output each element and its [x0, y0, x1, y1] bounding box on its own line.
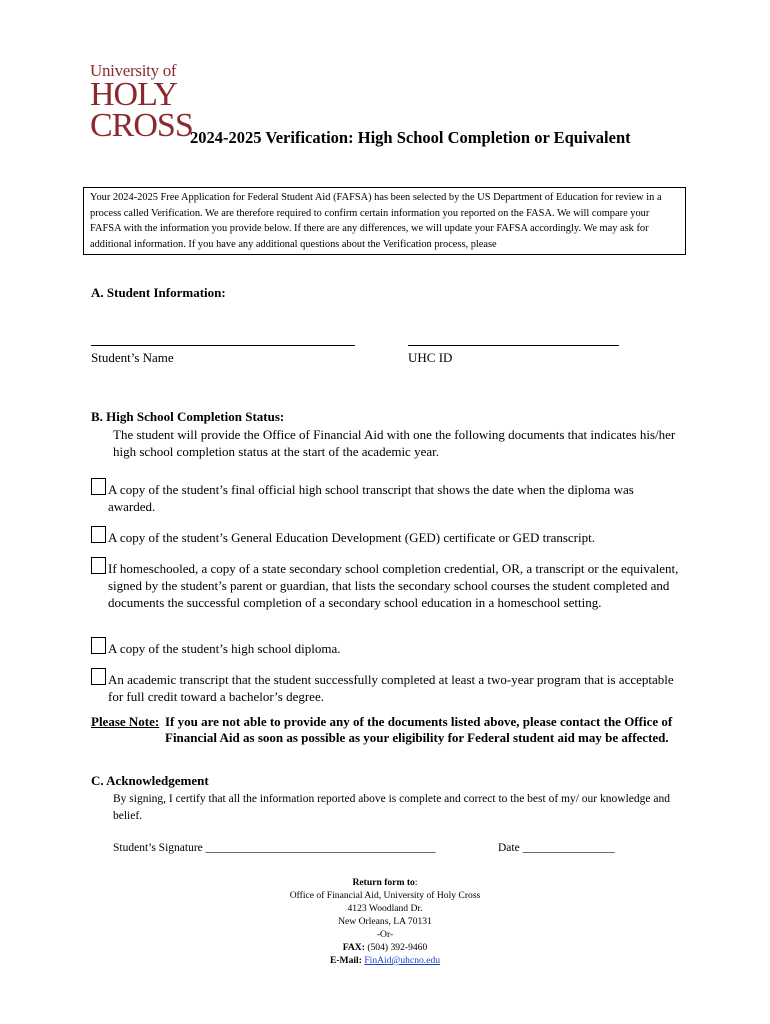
section-a-heading: A. Student Information:	[91, 285, 226, 300]
email-label: E-Mail:	[329, 955, 362, 966]
option-label: An academic transcript that the student successfully completed at least a two-year program that is acceptable for full credit toward a bachelor’s degree.	[108, 672, 674, 704]
option-label: A copy of the student’s General Education Development (GED) certificate or GED transcript.	[108, 530, 595, 545]
email-link[interactable]: FinAid@uhcno.edu	[364, 955, 441, 966]
return-address	[0, 876, 770, 967]
checkbox[interactable]	[91, 668, 106, 685]
return-office: Office of Financial Aid, University of Holy Cross	[289, 890, 481, 901]
uhc-id-line[interactable]	[408, 345, 619, 346]
section-b-heading: B. High School Completion Status:	[91, 409, 285, 424]
section-c-heading: C. Acknowledgement	[91, 773, 209, 788]
option-transcript	[91, 481, 681, 515]
option-label: A copy of the student’s high school diploma.	[108, 641, 341, 656]
signature-field[interactable]: Student’s Signature ________________________________________	[113, 842, 436, 854]
checkbox[interactable]	[91, 526, 106, 543]
return-or: -Or-	[376, 929, 394, 940]
please-note	[91, 714, 681, 746]
option-label: A copy of the student’s final official high school transcript that shows the date when the diploma was awarded.	[108, 482, 634, 514]
logo-line-2: HOLY	[90, 76, 178, 113]
checkbox[interactable]	[91, 637, 106, 654]
return-street: 4123 Woodland Dr.	[347, 903, 423, 914]
note-label: Please Note:	[91, 714, 160, 729]
option-diploma	[91, 640, 681, 657]
return-colon: :	[414, 877, 418, 888]
option-academic-transcript	[91, 671, 681, 705]
checkbox[interactable]	[91, 478, 106, 495]
section-b-description: The student will provide the Office of Financial Aid with one the following documents that indicates his/her high school completion status at the start of the academic year.	[113, 427, 676, 459]
acknowledgement-text: By signing, I certify that all the information reported above is complete and correct to the best of my/ our knowledge and belief.	[113, 793, 670, 822]
uhc-id-caption: UHC ID	[408, 350, 453, 365]
student-name-line[interactable]	[91, 345, 355, 346]
option-ged	[91, 529, 681, 546]
return-city: New Orleans, LA 70131	[338, 916, 432, 927]
option-label: If homeschooled, a copy of a state secondary school completion credential, OR, a transcript or the equivalent, signed by the student’s parent or guardian, that lists the secondary school courses the student completed and documents the successful completion of a secondary school education in a homeschool setting.	[108, 561, 679, 610]
page-title: 2024-2025 Verification: High School Completion or Equivalent	[190, 128, 631, 147]
intro-box: Your 2024-2025 Free Application for Federal Student Aid (FAFSA) has been selected by the US Department of Education for review in a process called Verification. We are therefore required to confirm certain information you reported on the FASA. We will compare your FAFSA with the information you provide below. If there are any differences, we will update your FAFSA accordingly. We may ask for additional information. If you have any additional questions about the Verification process, please	[83, 187, 686, 255]
checkbox[interactable]	[91, 557, 106, 574]
fax-label: FAX:	[342, 942, 365, 953]
return-heading: Return form to	[352, 877, 415, 888]
logo-line-3: CROSS	[90, 107, 193, 144]
fax-number: (504) 392-9460	[364, 942, 428, 953]
note-text: If you are not able to provide any of the documents listed above, please contact the Office of Financial Aid as soon as possible as your eligibility for Federal student aid may be affected.	[165, 714, 673, 745]
option-homeschool	[91, 560, 681, 611]
university-logo	[90, 61, 193, 144]
date-field[interactable]: Date ________________	[498, 842, 615, 854]
student-name-caption: Student’s Name	[91, 350, 174, 365]
logo-line-1: University of	[90, 61, 177, 80]
